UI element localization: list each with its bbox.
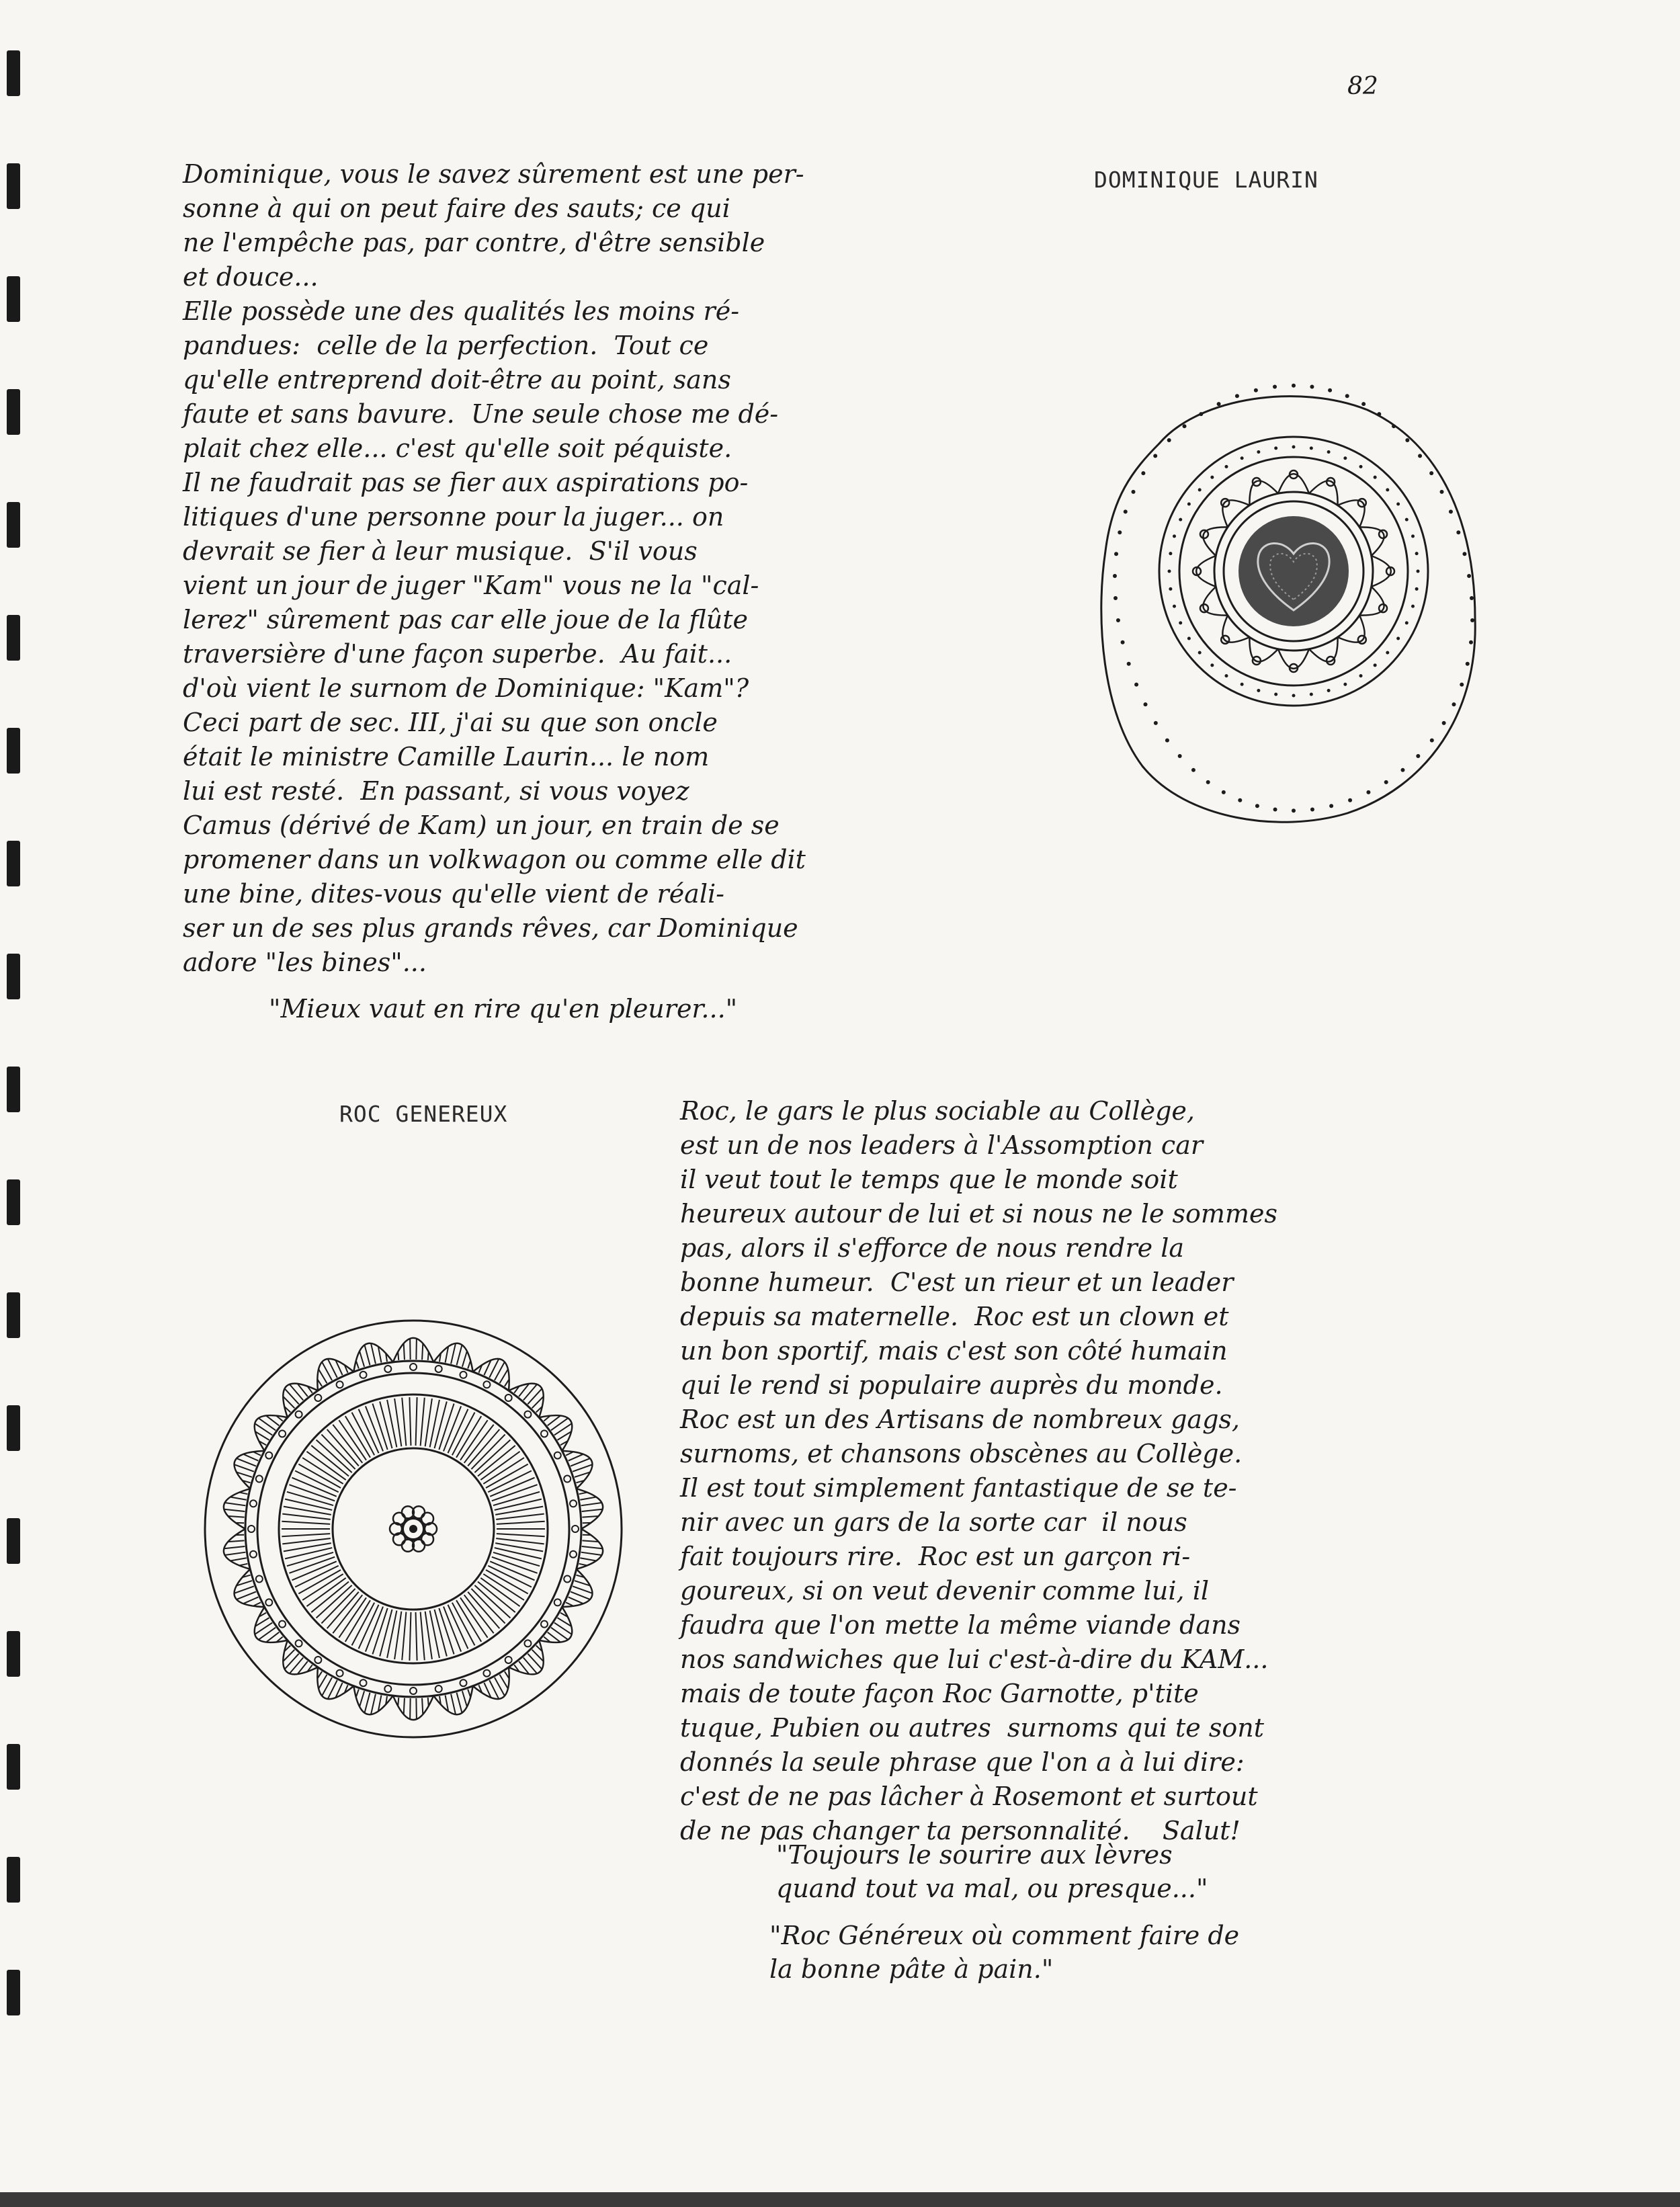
- text-line: une bine, dites-vous qu'elle vient de réali-: [183, 879, 724, 909]
- binding-hole: [7, 728, 20, 774]
- text-line: bonne humeur. C'est un rieur et un leader: [680, 1267, 1234, 1297]
- binding-hole: [7, 276, 20, 322]
- dominique-quote: "Mieux vaut en rire qu'en pleurer...": [269, 994, 738, 1024]
- text-line: nos sandwiches que lui c'est-à-dire du KAM...: [680, 1644, 1269, 1674]
- text-line: ser un de ses plus grands rêves, car Dominique: [183, 913, 798, 943]
- binding-hole: [7, 1179, 20, 1225]
- section-header-dominique: DOMINIQUE LAURIN: [1094, 167, 1318, 193]
- text-line: est un de nos leaders à l'Assomption car: [680, 1130, 1204, 1160]
- binding-hole: [7, 1292, 20, 1338]
- text-line: et douce...: [183, 262, 319, 292]
- text-line: donnés la seule phrase que l'on a à lui dire:: [680, 1747, 1245, 1777]
- text-line: faudra que l'on mette la même viande dans: [680, 1610, 1241, 1640]
- text-line: promener dans un volkwagon ou comme elle dit: [183, 845, 806, 874]
- section-header-roc: ROC GENEREUX: [339, 1101, 508, 1127]
- binding-hole: [7, 954, 20, 999]
- quote-line: "Roc Généreux où comment faire de: [769, 1921, 1240, 1950]
- text-line: Roc, le gars le plus sociable au Collège,: [680, 1096, 1195, 1126]
- text-line: Elle possède une des qualités les moins ré-: [183, 296, 740, 326]
- text-line: pas, alors il s'efforce de nous rendre la: [680, 1233, 1184, 1263]
- quote-line: "Toujours le sourire aux lèvres: [776, 1840, 1173, 1870]
- binding-hole: [7, 50, 20, 96]
- text-line: surnoms, et chansons obscènes au Collège.: [680, 1439, 1243, 1468]
- roc-mandala-drawing: [198, 1314, 628, 1744]
- text-line: un bon sportif, mais c'est son côté humain: [680, 1336, 1228, 1366]
- text-line: traversière d'une façon superbe. Au fait...: [183, 639, 732, 669]
- dominique-body-text: [183, 157, 806, 980]
- text-line: litiques d'une personne pour la juger... on: [183, 502, 724, 532]
- text-line: lui est resté. En passant, si vous voyez: [183, 776, 689, 806]
- text-line: devrait se fier à leur musique. S'il vous: [183, 536, 698, 566]
- text-line: depuis sa maternelle. Roc est un clown et: [680, 1302, 1229, 1331]
- text-line: ne l'empêche pas, par contre, d'être sensible: [183, 228, 765, 257]
- text-line: sonne à qui on peut faire des sauts; ce qui: [183, 194, 730, 223]
- text-line: nir avec un gars de la sorte car il nous: [680, 1507, 1187, 1537]
- text-line: d'où vient le surnom de Dominique: "Kam"?: [183, 673, 749, 703]
- binding-hole: [7, 1518, 20, 1564]
- text-line: plait chez elle... c'est qu'elle soit péquiste.: [183, 433, 732, 463]
- binding-hole: [7, 1970, 20, 2015]
- text-line: tuque, Pubien ou autres surnoms qui te sont: [680, 1713, 1264, 1743]
- text-line: de ne pas changer ta personnalité. Salut!: [680, 1816, 1241, 1845]
- binding-hole: [7, 1744, 20, 1790]
- spiral-binding: [0, 0, 27, 2207]
- text-line: Il est tout simplement fantastique de se te-: [680, 1473, 1237, 1503]
- text-line: Il ne faudrait pas se fier aux aspirations po-: [183, 468, 749, 497]
- text-line: vient un jour de juger "Kam" vous ne la "cal-: [183, 571, 759, 600]
- binding-hole: [7, 1405, 20, 1451]
- heart-icon: [1238, 516, 1349, 626]
- text-line: était le ministre Camille Laurin... le nom: [183, 742, 710, 772]
- text-line: il veut tout le temps que le monde soit: [680, 1165, 1178, 1194]
- text-line: faute et sans bavure. Une seule chose me dé-: [183, 399, 779, 429]
- roc-quote-smile: [776, 1838, 1208, 1905]
- binding-hole: [7, 841, 20, 886]
- text-line: adore "les bines"...: [183, 948, 427, 977]
- text-line: Ceci part de sec. III, j'ai su que son oncle: [183, 708, 718, 737]
- text-line: Dominique, vous le savez sûrement est une per-: [183, 159, 804, 189]
- text-line: mais de toute façon Roc Garnotte, p'tite: [680, 1679, 1199, 1708]
- text-line: heureux autour de lui et si nous ne le sommes: [680, 1199, 1277, 1229]
- roc-quote-bread: [769, 1919, 1239, 1986]
- binding-hole: [7, 389, 20, 435]
- binding-hole: [7, 1857, 20, 1903]
- text-line: goureux, si on veut devenir comme lui, il: [680, 1576, 1210, 1606]
- binding-hole: [7, 1631, 20, 1677]
- quote-line: la bonne pâte à pain.": [769, 1954, 1054, 1984]
- text-line: pandues: celle de la perfection. Tout ce: [183, 331, 709, 360]
- text-line: Roc est un des Artisans de nombreux gags,: [680, 1405, 1240, 1434]
- text-line: fait toujours rire. Roc est un garçon ri-: [680, 1542, 1191, 1571]
- text-line: lerez" sûrement pas car elle joue de la flûte: [183, 605, 749, 634]
- binding-hole: [7, 1067, 20, 1112]
- binding-hole: [7, 502, 20, 548]
- page-number: 82: [1347, 73, 1378, 100]
- roc-body-text: [680, 1094, 1277, 1848]
- dominique-mandala-drawing: [1079, 349, 1495, 860]
- page-bottom-edge: [0, 2192, 1680, 2207]
- text-line: qui le rend si populaire auprès du monde.: [680, 1370, 1223, 1400]
- text-line: qu'elle entreprend doit-être au point, sans: [183, 365, 731, 394]
- quote-line: quand tout va mal, ou presque...": [776, 1874, 1208, 1903]
- binding-hole: [7, 163, 20, 209]
- text-line: c'est de ne pas lâcher à Rosemont et surtout: [680, 1782, 1258, 1811]
- text-line: Camus (dérivé de Kam) un jour, en train de se: [183, 810, 780, 840]
- binding-hole: [7, 615, 20, 661]
